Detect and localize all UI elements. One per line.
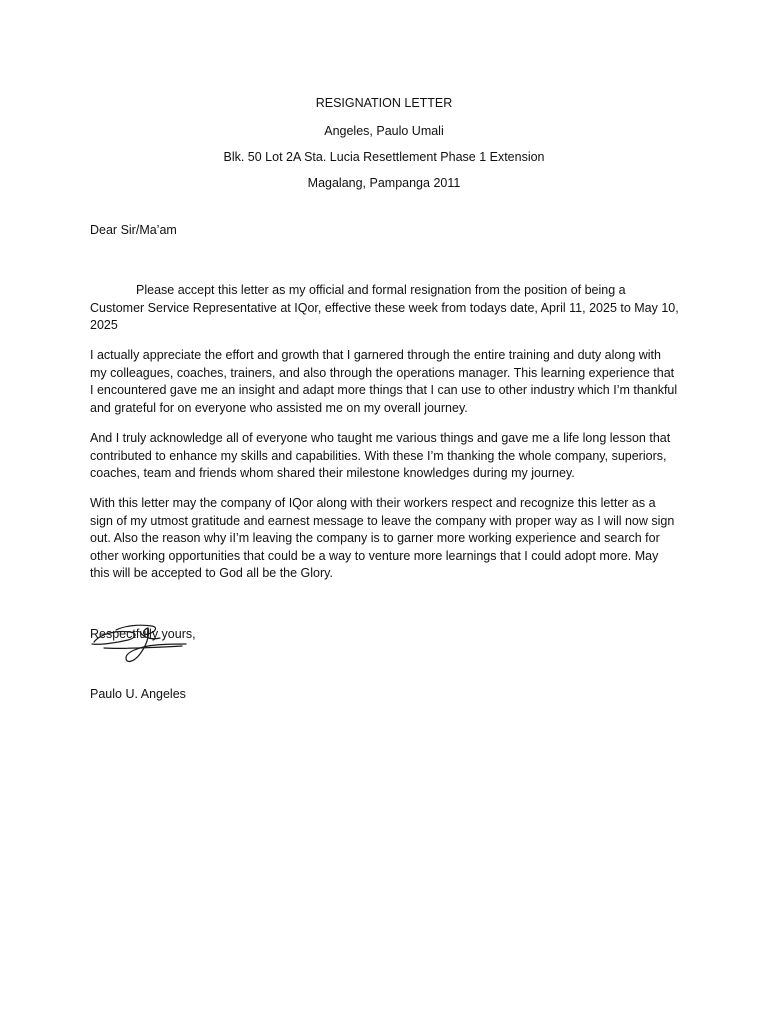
handwritten-signature <box>86 612 196 668</box>
body-paragraph-4: With this letter may the company of IQor along with their workers respect and recognize this letter as a sign of my utmost gratitude and earnest message to leave the company with proper way as I will now sign out. Also the reason why iI’m leaving the company is to garner more working experience and search for other working opportunities that could be a way to venture more learnings that I could adopt more. May this will be accepted to God all be the Glory. <box>90 496 675 580</box>
closing: Respectfully yours, <box>90 627 196 641</box>
letter-title: RESIGNATION LETTER <box>315 96 453 110</box>
body-paragraph-3: And I truly acknowledge all of everyone who taught me various things and gave me a life long lesson that contributed to enhance my skills and capabilities. With these I’m thanking the whole company, superiors, coaches, team and friends whom shared their milestone knowledges during my journey. <box>90 431 671 480</box>
salutation: Dear Sir/Ma’am <box>90 223 177 237</box>
sender-address-line1: Blk. 50 Lot 2A Sta. Lucia Resettlement Phase 1 Extension <box>223 150 545 164</box>
signer-name: Paulo U. Angeles <box>90 687 186 701</box>
sender-address-line2: Magalang, Pampanga 2011 <box>307 176 461 190</box>
body-paragraph-1: Please accept this letter as my official and formal resignation from the position of being a Customer Service Representative at IQor, effective these week from todays date, April 11, 2025 to May 10, 2025 <box>90 283 679 332</box>
sender-name: Angeles, Paulo Umali <box>324 124 444 138</box>
body-paragraph-2: I actually appreciate the effort and growth that I garnered through the entire training and duty along with my colleagues, coaches, trainers, and also through the operations manager. This learning experience that I encountered gave me an insight and adapt more things that I can use to other industry which I’m thankful and grateful for on everyone who assisted me on my overall journey. <box>90 348 678 415</box>
